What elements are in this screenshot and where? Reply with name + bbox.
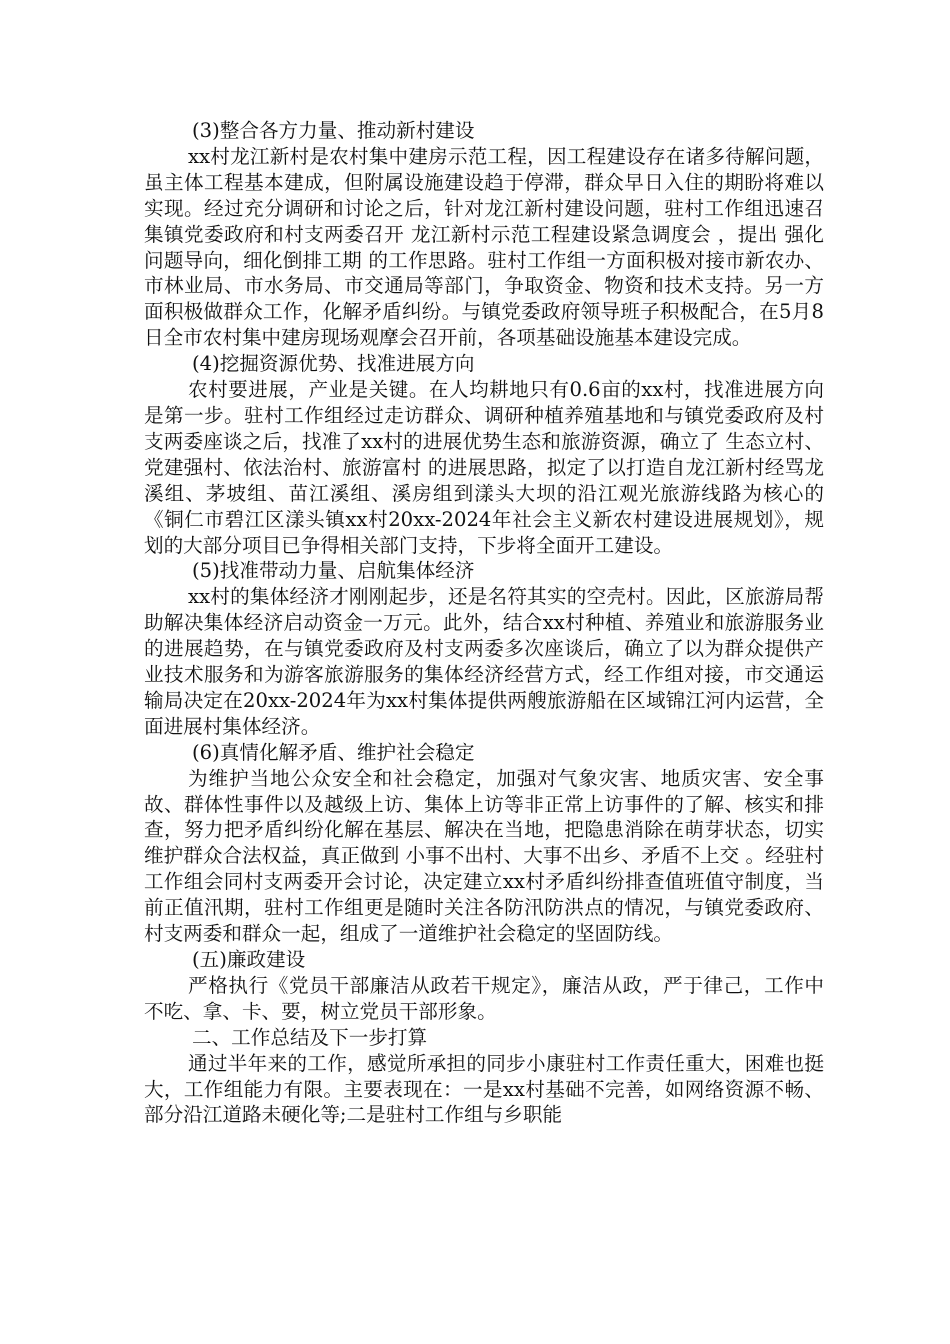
paragraph-collective-economy: xx村的集体经济才刚刚起步，还是名符其实的空壳村。因此，区旅游局帮助解决集体经济启动资金一万元。此外，结合xx村种植、养殖业和旅游服务业的进展趋势，在与镇党委政府及村支两委多次座谈后，确立了以为群众提供产业技术服务和为游客旅游服务的集体经济经营方式，经工作组对接，市交通运输局决定在20xx-2024年为xx村集体提供两艘旅游船在区域锦江河内运营，全面进展村集体经济。 [144, 585, 824, 738]
paragraph-longjiang-new-village: xx村龙江新村是农村集中建房示范工程，因工程建设存在诸多待解问题，虽主体工程基本建成，但附属设施建设趋于停滞，群众早日入住的期盼将难以实现。经过充分调研和讨论之后，针对龙江新村建设问题，驻村工作组迅速召集镇党委政府和村支两委召开 龙江新村示范工程建设紧急调度会 ，提出 强化问题导向，细化倒排工期 的工作思路。驻村工作组一方面积极对接市新农办、市林业局、市水务局、市交通局等部门，争取资金、物资和技术支持。另一方面积极做群众工作，化解矛盾纠纷。与镇党委政府领导班子积极配合，在5月8日全市农村集中建房现场观摩会召开前，各项基础设施基本建设完成。 [144, 144, 824, 350]
section-heading-summary: 二、工作总结及下一步打算 [192, 1025, 428, 1049]
paragraph-summary: 通过半年来的工作，感觉所承担的同步小康驻村工作责任重大，困难也挺大，工作组能力有限。主要表现在：一是xx村基础不完善，如网络资源不畅、部分沿江道路未硬化等;二是驻村工作组与乡职能 [144, 1051, 824, 1127]
paragraph-integrity: 严格执行《党员干部廉洁从政若干规定》，廉洁从政，严于律己，工作中不吃、拿、卡、要，树立党员干部形象。 [144, 973, 824, 1023]
section-heading-4: (4)挖掘资源优势、找准进展方向 [192, 352, 475, 376]
section-heading-3: (3)整合各方力量、推动新村建设 [192, 119, 475, 142]
document-body [144, 118, 824, 1128]
paragraph-social-stability: 为维护当地公众安全和社会稳定，加强对气象灾害、地质灾害、安全事故、群体性事件以及越级上访、集体上访等非正常上访事件的了解、核实和排查，努力把矛盾纠纷化解在基层、解决在当地，把隐患消除在萌芽状态，切实维护群众合法权益，真正做到 小事不出村、大事不出乡、矛盾不上交 。经驻村工作组会同村支两委开会讨论，决定建立xx村矛盾纠纷排查值班值守制度，当前正值汛期，驻村工作组更是随时关注各防汛防洪点的情况，与镇党委政府、村支两委和群众一起，组成了一道维护社会稳定的坚固防线。 [144, 766, 824, 946]
paragraph-development-direction: 农村要进展，产业是关键。在人均耕地只有0.6亩的xx村，找准进展方向是第一步。驻村工作组经过走访群众、调研种植养殖基地和与镇党委政府及村支两委座谈之后，找准了xx村的进展优势生态和旅游资源，确立了 生态立村、党建强村、依法治村、旅游富村 的进展思路，拟定了以打造自龙江新村经骂龙溪组、茅坡组、苗江溪组、溪房组到漾头大坝的沿江观光旅游线路为核心的《铜仁市碧江区漾头镇xx村20xx-2024年社会主义新农村建设进展规划》，规划的大部分项目已争得相关部门支持，下步将全面开工建设。 [144, 378, 824, 557]
section-heading-integrity: (五)廉政建设 [192, 948, 306, 971]
section-heading-6: (6)真情化解矛盾、维护社会稳定 [192, 740, 475, 764]
section-heading-5: (5)找准带动力量、启航集体经济 [192, 559, 475, 583]
